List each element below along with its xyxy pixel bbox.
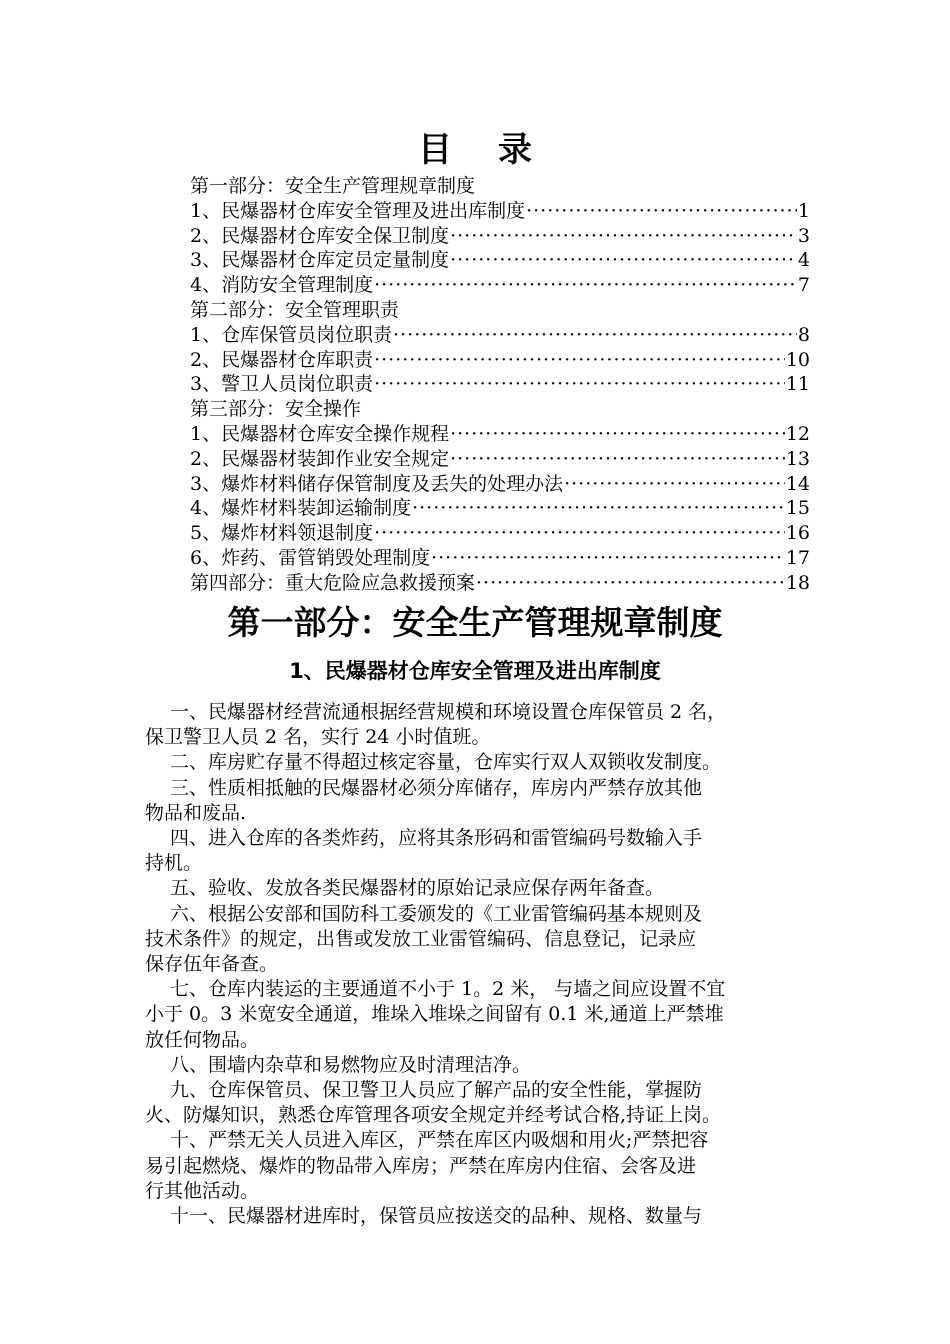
section-body [145,700,810,1229]
paragraph-line: 五、验收、发放各类民爆器材的原始记录应保存两年备查。 [170,877,665,900]
toc-entry-text: 4、消防安全管理制度 [190,274,374,297]
toc-leader-dots [374,348,785,373]
toc-entry [190,224,810,249]
paragraph-line: 十一、民爆器材进库时，保管员应按送交的品种、规格、数量与 [170,1205,703,1228]
toc-entry-text: 1、民爆器材仓库安全管理及进出库制度 [190,199,526,222]
toc-leader-dots [526,199,797,224]
section-subheading: 1、民爆器材仓库安全管理及进出库制度 [289,659,661,683]
paragraph-line: 放任何物品。 [145,1028,260,1051]
toc-entry [190,571,810,596]
toc-leader-dots [450,422,785,447]
toc-entry [190,496,810,521]
toc-entry-text: 6、炸药、雷管销毁处理制度 [190,546,431,569]
paragraph-line: 易引起燃烧、爆炸的物品带入库房；严禁在库房内住宿、会客及进 [145,1154,697,1177]
paragraph-line: 七、仓库内装运的主要通道不小于 1。2 米， 与墙之间应设置不宜 [170,978,726,1001]
toc-entry [190,199,810,224]
toc-entry-page: 11 [785,373,810,396]
toc-entry-page: 13 [785,447,810,470]
paragraph-line: 技术条件》的规定，出售或发放工业雷管编码、信息登记，记录应 [145,927,697,950]
paragraph-line: 物品和废品. [145,801,247,824]
paragraph-line: 小于 0。3 米宽安全通道，堆垛入堆垛之间留有 0.1 米,通道上严禁堆 [145,1003,724,1026]
paragraph-line: 火、防爆知识，熟悉仓库管理各项安全规定并经考试合格,持证上岗。 [145,1104,722,1127]
toc-entry [190,298,810,323]
toc-entry-page: 14 [785,472,810,495]
toc-leader-dots [450,224,797,249]
paragraph-line: 行其他活动。 [145,1179,260,1202]
paragraph-line: 一、民爆器材经营流通根据经营规模和环境设置仓库保管员 2 名， [170,701,727,723]
toc-entry-page: 8 [797,323,810,346]
toc-title: 目录 [418,130,578,170]
paragraph-line: 八、围墙内杂草和易燃物应及时清理洁净。 [170,1053,532,1076]
toc-entry-page: 12 [785,422,810,445]
toc-entry [190,447,810,472]
paragraph-line: 二、库房贮存量不得超过核定容量，仓库实行双人双锁收发制度。 [170,751,722,774]
section-heading: 第一部分：安全生产管理规章制度 [227,603,723,642]
toc-entry [190,397,810,422]
toc-entry-text: 5、爆炸材料领退制度 [190,522,374,545]
toc-entry-page: 18 [785,571,810,594]
toc-entry-page: 4 [797,249,810,272]
paragraph-line: 四、进入仓库的各类炸药，应将其条形码和雷管编码号数输入手 [170,827,703,850]
toc-entry-page: 10 [785,348,810,371]
toc-entry-text: 第一部分：安全生产管理规章制度 [190,175,476,197]
toc-leader-dots [393,323,797,348]
paragraph-line: 持机。 [145,852,203,875]
toc-entry-page: 17 [785,546,810,569]
paragraph-line: 保卫警卫人员 2 名，实行 24 小时值班。 [145,726,491,749]
table-of-contents [190,174,810,596]
toc-entry-text: 2、民爆器材装卸作业安全规定 [190,447,450,470]
toc-leader-dots [476,571,785,596]
toc-entry [190,372,810,397]
toc-leader-dots [374,372,785,397]
toc-leader-dots [450,447,785,472]
toc-entry-text: 2、民爆器材仓库职责 [190,348,374,371]
toc-leader-dots [412,496,785,521]
toc-entry-text: 3、警卫人员岗位职责 [190,373,374,396]
toc-leader-dots [450,248,797,273]
toc-entry-page: 7 [797,274,810,297]
paragraph-line: 六、根据公安部和国防科工委颁发的《工业雷管编码基本规则及 [170,902,703,925]
toc-leader-dots [374,273,797,298]
paragraph-line: 九、仓库保管员、保卫警卫人员应了解产品的安全性能，掌握防 [170,1079,703,1102]
toc-entry-text: 1、民爆器材仓库安全操作规程 [190,422,450,445]
toc-entry-text: 3、爆炸材料储存保管制度及丢失的处理办法 [190,472,564,495]
toc-entry [190,174,810,199]
toc-entry-page: 15 [785,497,810,520]
toc-entry [190,348,810,373]
toc-entry [190,546,810,571]
toc-entry-text: 第四部分：重大危险应急救援预案 [190,571,476,594]
toc-entry [190,248,810,273]
toc-entry [190,323,810,348]
paragraph-line: 三、性质相抵触的民爆器材必须分库储存，库房内严禁存放其他 [170,776,703,799]
toc-leader-dots [431,546,785,571]
paragraph-line: 保存伍年备查。 [145,953,279,976]
toc-entry-page: 1 [797,199,810,222]
toc-entry-text: 4、爆炸材料装卸运输制度 [190,497,412,520]
paragraph-line: 十、严禁无关人员进入库区，严禁在库区内吸烟和用火;严禁把容 [170,1129,709,1152]
toc-entry [190,273,810,298]
toc-entry [190,521,810,546]
toc-entry-page: 3 [797,224,810,247]
toc-entry-text: 第二部分：安全管理职责 [190,298,400,321]
toc-leader-dots [374,521,785,546]
toc-entry-page: 16 [785,522,810,545]
toc-entry [190,422,810,447]
toc-entry [190,472,810,497]
toc-entry-text: 2、民爆器材仓库安全保卫制度 [190,224,450,247]
toc-leader-dots [564,472,785,497]
toc-entry-text: 第三部分：安全操作 [190,398,362,421]
toc-entry-text: 3、民爆器材仓库定员定量制度 [190,249,450,272]
toc-entry-text: 1、仓库保管员岗位职责 [190,323,393,346]
